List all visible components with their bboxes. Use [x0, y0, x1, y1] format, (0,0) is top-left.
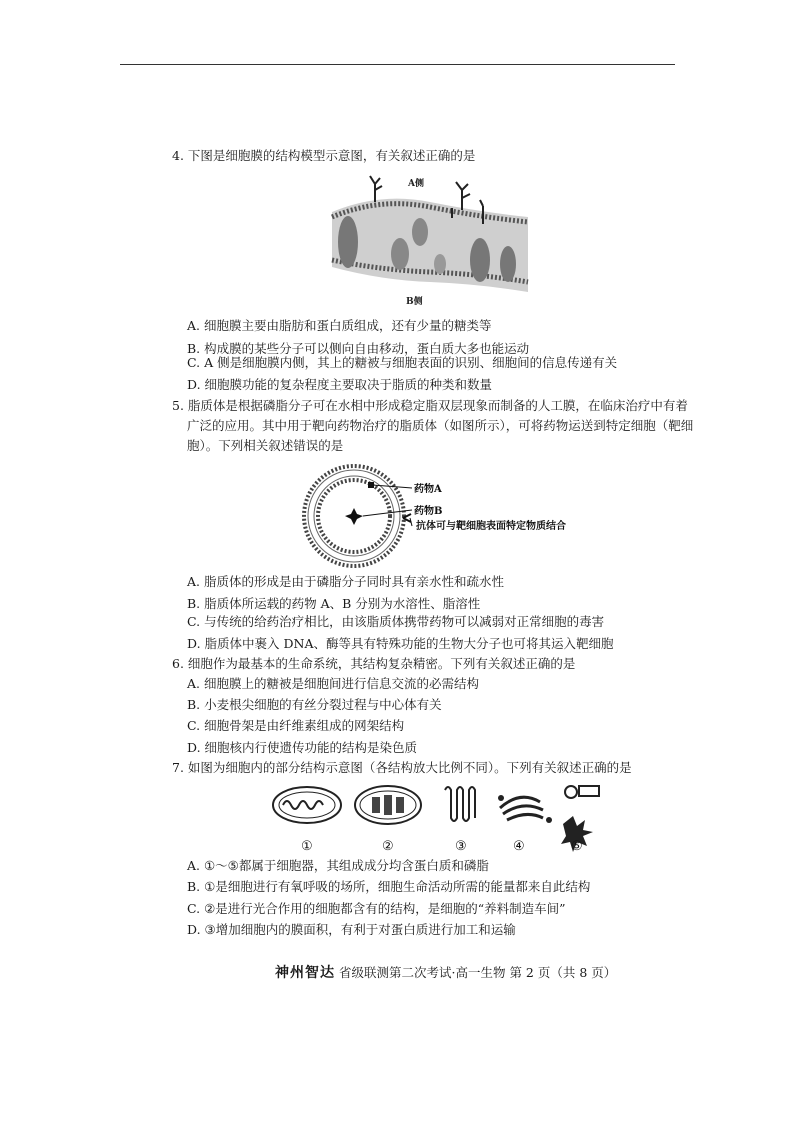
q6-option-a: A. 细胞膜上的糖被是细胞间进行信息交流的必需结构	[187, 676, 479, 691]
q6-option-b: B. 小麦根尖细胞的有丝分裂过程与中心体有关	[187, 697, 442, 712]
drug-a-label: 药物A	[414, 484, 442, 495]
liposome-diagram	[292, 462, 582, 572]
organelle-label-1: ①	[301, 839, 313, 854]
q7-option-c: C. ②是进行光合作用的细胞都含有的结构，是细胞的“养料制造车间”	[187, 901, 566, 916]
membrane-diagram	[330, 172, 530, 307]
header-rule	[120, 64, 675, 65]
organelles-diagram	[265, 778, 615, 858]
q6-option-c: C. 细胞骨架是由纤维素组成的网架结构	[187, 718, 405, 733]
q6-option-d: D. 细胞核内行使遗传功能的结构是染色质	[187, 740, 418, 755]
q5-stem-line-2: 广泛的应用。其中用于靶向药物治疗的脂质体（如图所示），可将药物运送到特定细胞（靶细	[187, 418, 694, 433]
antibody-label: 抗体可与靶细胞表面特定物质结合	[416, 521, 566, 532]
q4-option-c: C. A 侧是细胞膜内侧，其上的糖被与细胞表面的识别、细胞间的信息传递有关	[187, 355, 618, 370]
organelle-label-4: ④	[513, 839, 525, 854]
q5-option-c: C. 与传统的给药治疗相比，由该脂质体携带药物可以减弱对正常细胞的毒害	[187, 614, 605, 629]
membrane-a-side-label: A侧	[408, 179, 424, 189]
footer-exam-title: 省级联测第二次考试·高一生物	[338, 965, 506, 980]
q5-stem-line-3: 胞）。下列相关叙述错误的是	[187, 438, 344, 453]
organelle-label-3: ③	[455, 839, 467, 854]
q7-option-a: A. ①～⑤都属于细胞器，其组成成分均含蛋白质和磷脂	[187, 858, 489, 873]
footer-brand: 神州智达	[275, 965, 335, 981]
membrane-b-side-label: B侧	[406, 297, 423, 307]
q4-stem: 4. 下图是细胞膜的结构模型示意图，有关叙述正确的是	[172, 148, 476, 163]
q5-option-b: B. 脂质体所运载的药物 A、B 分别为水溶性、脂溶性	[187, 596, 481, 611]
q6-stem: 6. 细胞作为最基本的生命系统，其结构复杂精密。下列有关叙述正确的是	[172, 656, 576, 671]
q5-stem-line-1: 5. 脂质体是根据磷脂分子可在水相中形成稳定脂双层现象而制备的人工膜，在临床治疗中有着	[172, 398, 688, 413]
page-footer	[275, 962, 616, 982]
q4-option-a: A. 细胞膜主要由脂肪和蛋白质组成，还有少量的糖类等	[187, 318, 492, 333]
organelle-label-2: ②	[382, 839, 394, 854]
footer-page-number: 第 2 页（共 8 页）	[509, 965, 617, 980]
q4-option-d: D. 细胞膜功能的复杂程度主要取决于脂质的种类和数量	[187, 377, 493, 392]
q5-option-d: D. 脂质体中裹入 DNA、酶等具有特殊功能的生物大分子也可将其运入靶细胞	[187, 636, 614, 651]
organelle-label-5: ⑤	[571, 839, 583, 854]
q5-option-a: A. 脂质体的形成是由于磷脂分子同时具有亲水性和疏水性	[187, 574, 504, 589]
q7-option-d: D. ③增加细胞内的膜面积，有利于对蛋白质进行加工和运输	[187, 922, 516, 937]
drug-b-label: 药物B	[414, 506, 443, 517]
q7-option-b: B. ①是细胞进行有氧呼吸的场所，细胞生命活动所需的能量都来自此结构	[187, 879, 591, 894]
q4-option-b: B. 构成膜的某些分子可以侧向自由移动，蛋白质大多也能运动	[187, 341, 530, 356]
q7-stem: 7. 如图为细胞内的部分结构示意图（各结构放大比例不同）。下列有关叙述正确的是	[172, 760, 632, 775]
